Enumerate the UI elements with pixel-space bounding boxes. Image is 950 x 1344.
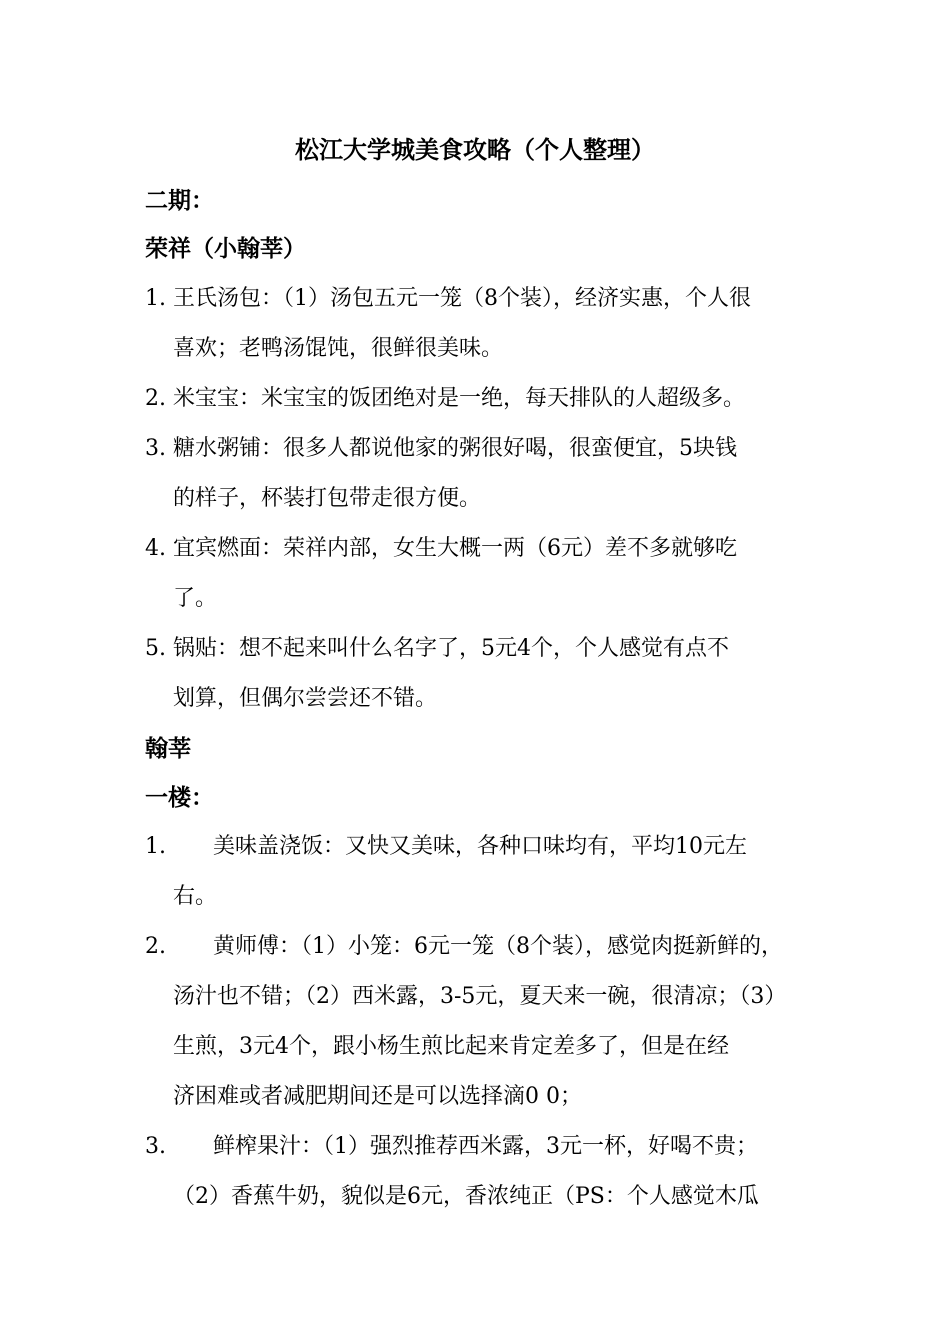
document-title: 松江大学城美食攻略（个人整理）	[295, 135, 655, 164]
list-item	[145, 1122, 825, 1222]
list-item-text: （2）香蕉牛奶，貌似是6元，香浓纯正（PS：个人感觉木瓜	[173, 1184, 759, 1209]
list-item-number: 1.	[145, 286, 166, 311]
list-item	[145, 274, 825, 374]
list-item-text: 美味盖浇饭：又快又美味，各种口味均有，平均10元左	[213, 834, 747, 859]
list-item-text: 米宝宝：米宝宝的饭团绝对是一绝，每天排队的人超级多。	[173, 386, 746, 411]
list-item-number: 5.	[145, 636, 166, 661]
list-item	[145, 624, 825, 724]
list-item-number: 4.	[145, 536, 166, 561]
section-heading-rongxiang: 荣祥（小翰莘）	[145, 235, 306, 262]
section-heading-phase2: 二期：	[145, 187, 214, 214]
list-item-text: 糖水粥铺：很多人都说他家的粥很好喝，很蛮便宜，5块钱	[173, 436, 737, 461]
list-item-text: 宜宾燃面：荣祥内部，女生大概一两（6元）差不多就够吃	[173, 536, 737, 561]
list-item	[145, 822, 825, 922]
list-item	[145, 922, 825, 1122]
list-item-text: 王氏汤包：（1）汤包五元一笼（8个装），经济实惠，个人很	[173, 286, 751, 311]
list-item	[145, 524, 825, 624]
list-item-text: 右。	[173, 884, 218, 909]
list-item-number: 3.	[145, 1134, 166, 1159]
list-item-text: 了。	[173, 586, 218, 611]
list-item-text: 锅贴：想不起来叫什么名字了，5元4个，个人感觉有点不	[173, 636, 729, 661]
list-item-number: 1.	[145, 834, 166, 859]
list-item-text: 生煎，3元4个，跟小杨生煎比起来肯定差多了，但是在经	[173, 1034, 729, 1059]
list-item	[145, 424, 825, 524]
list-item-text: 划算，但偶尔尝尝还不错。	[173, 686, 438, 711]
list-item-number: 2.	[145, 934, 166, 959]
section-heading-hanxin: 翰莘	[145, 735, 191, 762]
list-item	[145, 374, 825, 424]
section-heading-floor1: 一楼：	[145, 784, 214, 811]
list-item-text: 济困难或者减肥期间还是可以选择滴0 0；	[173, 1084, 582, 1109]
list-item-text: 喜欢；老鸭汤馄饨，很鲜很美味。	[173, 336, 504, 361]
list-item-number: 2.	[145, 386, 166, 411]
list-item-text: 汤汁也不错；（2）西米露，3-5元，夏天来一碗，很清凉；（3）	[173, 984, 787, 1009]
list-item-text: 鲜榨果汁：（1）强烈推荐西米露，3元一杯，好喝不贵；	[213, 1134, 758, 1159]
list-item-number: 3.	[145, 436, 166, 461]
list-item-text: 黄师傅：（1）小笼：6元一笼（8个装），感觉肉挺新鲜的，	[213, 934, 783, 959]
list-item-text: 的样子，杯装打包带走很方便。	[173, 486, 482, 511]
